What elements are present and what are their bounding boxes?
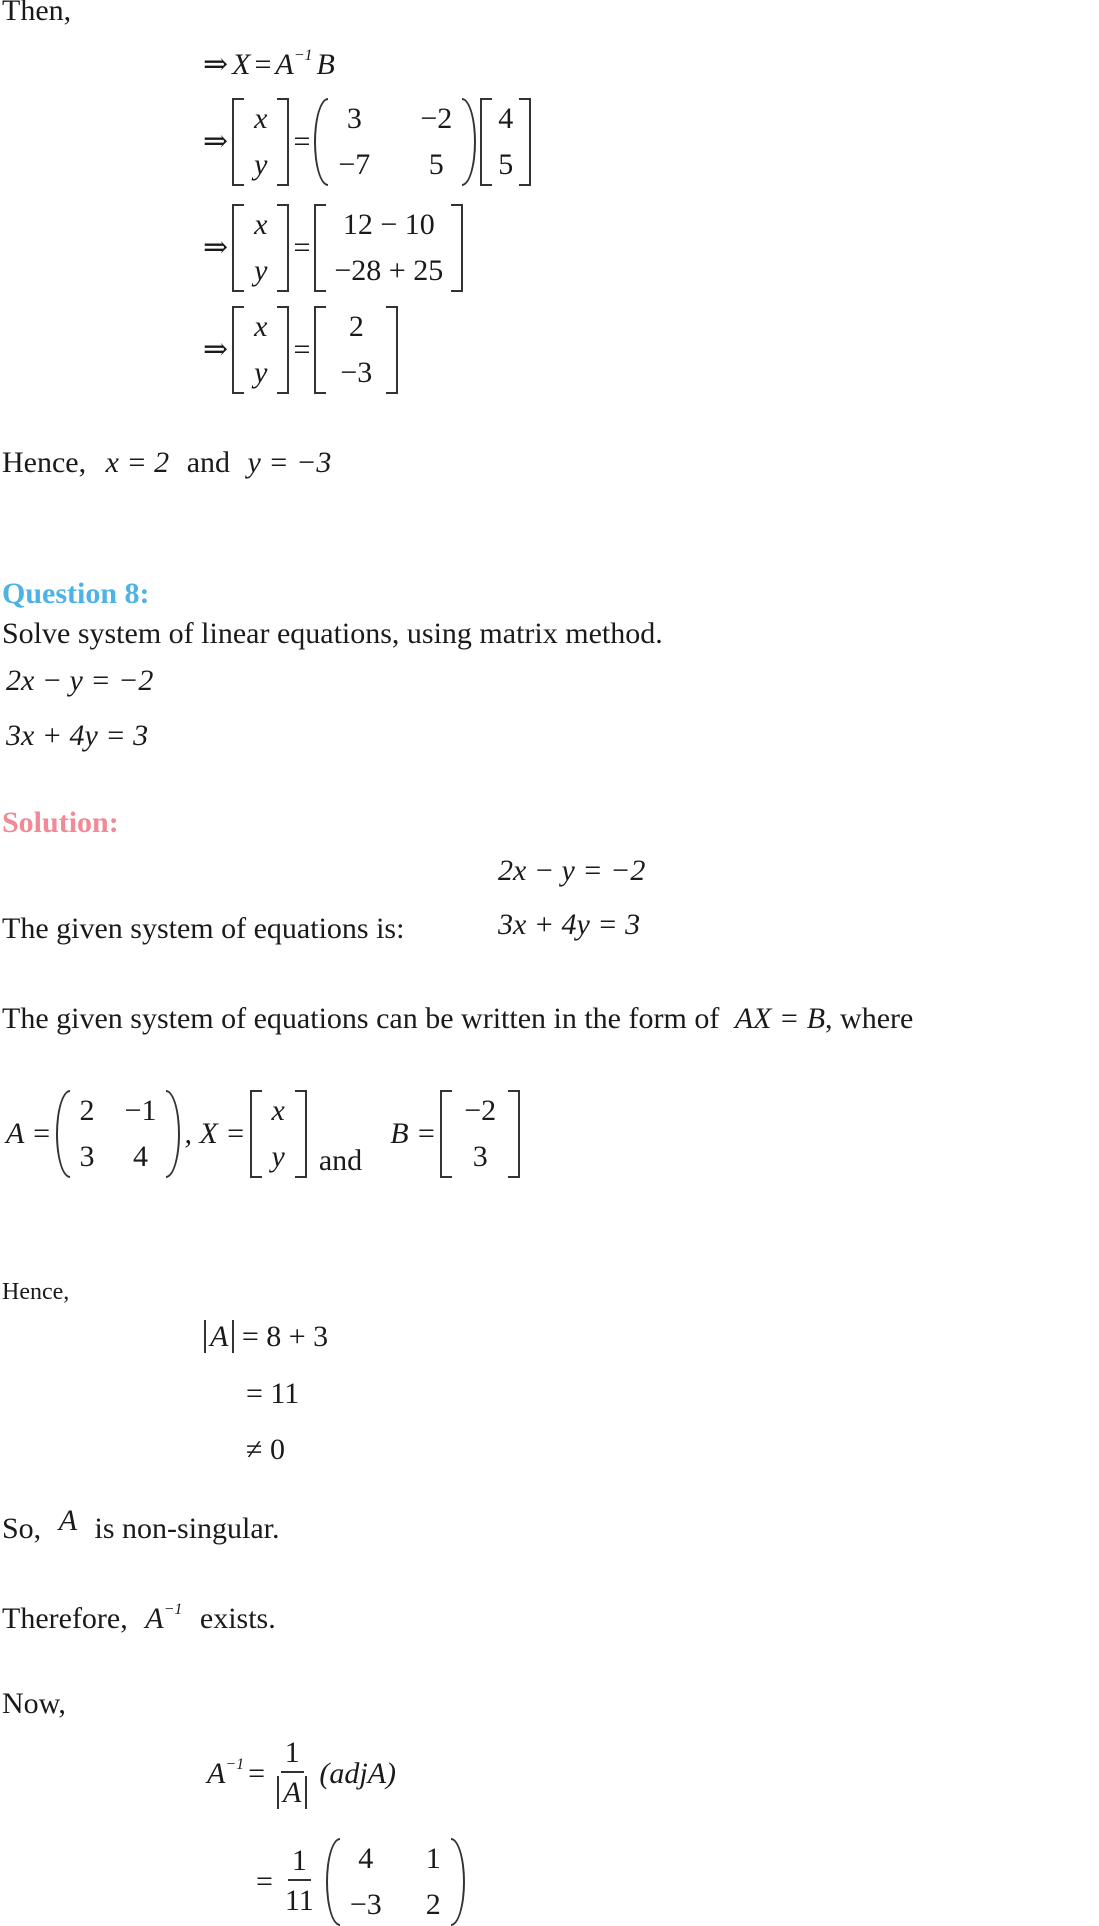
hence-label: Hence, [2, 446, 87, 479]
now-label: Now, [2, 1687, 66, 1720]
matrix-form-sentence: The given system of equations can be written in the form of AX = B, where [2, 1002, 914, 1035]
x-vector: x y [250, 1090, 307, 1178]
a-inverse: $A^{-1}$ [145, 1601, 183, 1635]
b-label: B = [390, 1117, 437, 1150]
question-prompt: Solve system of linear equations, using matrix method. [2, 617, 663, 650]
y-value: y = −3 [247, 446, 332, 479]
one-over-det: $\frac{1}{A}$ [273, 1735, 311, 1813]
inverse-matrix: 3 −2 −7 5 [314, 98, 476, 186]
inverse-computed [256, 1838, 465, 1926]
equals-sign: = [254, 48, 272, 81]
implies-arrow: ⇒ [203, 333, 229, 366]
step-matrix-product [203, 98, 531, 186]
nonsingular-line: So, A is non-singular. [2, 1504, 280, 1545]
xy-vector: x y [232, 306, 289, 394]
determinant-line-1: A = 8 + 3 [204, 1320, 328, 1354]
a-inverse: $A^{-1}$ [275, 47, 313, 81]
implies-arrow: ⇒ [203, 125, 229, 158]
equals-sign: = [293, 333, 311, 366]
equals-sign: = [293, 231, 311, 264]
and-label: and [186, 446, 231, 479]
step-result-vector [203, 306, 398, 394]
given-equation-1: 2x − y = −2 [498, 854, 646, 887]
a-matrix: 2 −1 3 4 [56, 1090, 181, 1178]
implies-arrow: ⇒ [203, 231, 229, 264]
a-inverse: $A^{-1}$ [207, 1756, 245, 1790]
xy-vector: x y [232, 204, 289, 292]
a-label: A = [6, 1117, 52, 1150]
equals-sign: = [293, 125, 311, 158]
inverse-formula [207, 1735, 396, 1813]
equals-sign: = [248, 1757, 266, 1790]
question-equation-1: 2x − y = −2 [6, 664, 154, 697]
xy-vector: x y [232, 98, 289, 186]
step-expanded-vector [203, 204, 463, 292]
determinant-line-3: ≠ 0 [246, 1433, 285, 1466]
implies-arrow: ⇒ [203, 48, 229, 81]
solution-heading: Solution: [2, 806, 119, 839]
x-label: , X = [184, 1117, 246, 1150]
and-label: and [318, 1144, 363, 1177]
determinant-line-2: = 11 [246, 1377, 300, 1410]
matrix-definitions [6, 1090, 520, 1178]
then-label: Then, [2, 0, 72, 27]
det-a: A [204, 1320, 234, 1353]
equals-sign: = [256, 1865, 273, 1898]
rhs-b: B [316, 48, 335, 81]
question-heading: Question 8: [2, 577, 150, 610]
one-over-eleven: $\frac{1}{11}$ [284, 1844, 314, 1917]
var-a: A [58, 1504, 78, 1537]
adjoint-matrix: 4 1 −3 2 [326, 1838, 465, 1926]
conclusion-line [2, 446, 331, 480]
lhs-x: X [232, 48, 251, 81]
b-vector: 4 5 [480, 98, 531, 186]
result-vector: 2 −3 [314, 306, 398, 394]
step-x-equals-ainv-b [203, 48, 335, 82]
adj-a: (adjA) [319, 1757, 397, 1790]
ax-equals-b: AX = B [734, 1002, 826, 1035]
given-equation-2: 3x + 4y = 3 [498, 908, 641, 941]
inverse-exists-line: Therefore, $A^{-1}$ exists. [2, 1601, 276, 1635]
expanded-vector: 12 − 10 −28 + 25 [314, 204, 463, 292]
hence-label: Hence, [2, 1279, 70, 1305]
given-system-label: The given system of equations is: [2, 912, 405, 945]
question-equation-2: 3x + 4y = 3 [6, 719, 149, 752]
b-vector: −2 3 [440, 1090, 520, 1178]
x-value: x = 2 [105, 446, 170, 479]
